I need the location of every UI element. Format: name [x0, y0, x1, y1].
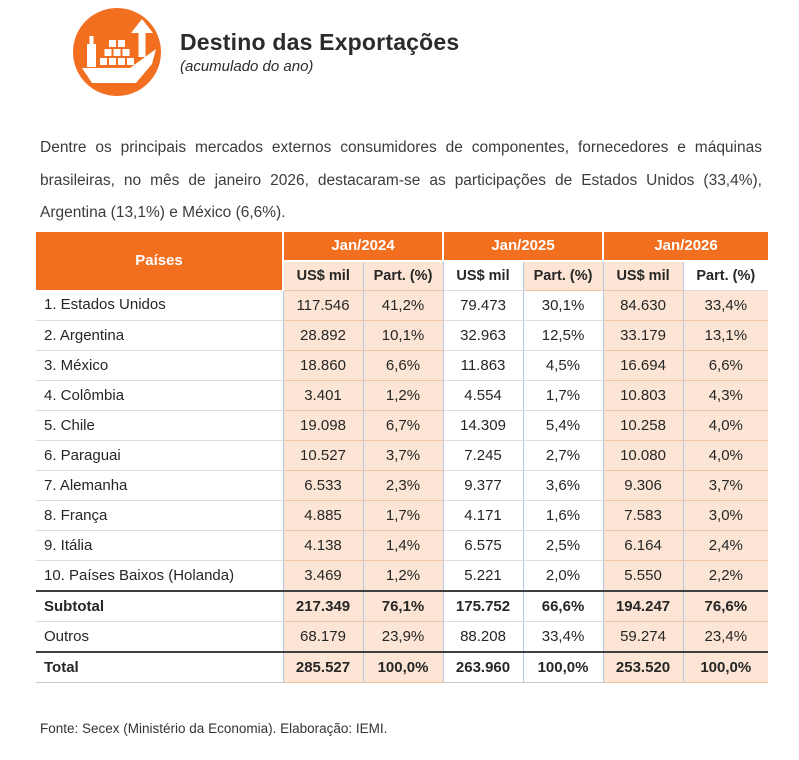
exports-destination-table — [36, 232, 768, 683]
value-cell: 117.546 — [283, 290, 363, 320]
value-cell: 3.469 — [283, 560, 363, 591]
value-cell: 2,2% — [683, 560, 768, 591]
value-cell: 2,0% — [523, 560, 603, 591]
table-row — [36, 500, 768, 530]
value-cell: 76,1% — [363, 591, 443, 622]
value-cell: 18.860 — [283, 350, 363, 380]
col-header-jan2026: Jan/2026 — [603, 232, 768, 261]
value-cell: 66,6% — [523, 591, 603, 622]
table-row — [36, 652, 768, 683]
value-cell: 33,4% — [683, 290, 768, 320]
intro-paragraph: Dentre os principais mercados externos consumidores de componentes, fornecedores e máquinas brasileiras, no mês de janeiro 2026, destacaram-se as participações de Estados Unidos (33,4%), Argentina (13,1%) e México (6,6%). — [40, 139, 762, 221]
value-cell: 4.885 — [283, 500, 363, 530]
country-cell: 4. Colômbia — [36, 380, 283, 410]
value-cell: 4.138 — [283, 530, 363, 560]
value-cell: 4.554 — [443, 380, 523, 410]
value-cell: 59.274 — [603, 621, 683, 652]
table-row — [36, 290, 768, 320]
value-cell: 88.208 — [443, 621, 523, 652]
value-cell: 13,1% — [683, 320, 768, 350]
value-cell: 1,7% — [523, 380, 603, 410]
value-cell: 5,4% — [523, 410, 603, 440]
value-cell: 4,5% — [523, 350, 603, 380]
table-row — [36, 591, 768, 622]
table-row — [36, 380, 768, 410]
col-header-jan2024: Jan/2024 — [283, 232, 443, 261]
value-cell: 3.401 — [283, 380, 363, 410]
sub-header-part-pct: Part. (%) — [523, 261, 603, 291]
value-cell: 100,0% — [363, 652, 443, 683]
value-cell: 7.583 — [603, 500, 683, 530]
value-cell: 1,4% — [363, 530, 443, 560]
table-row — [36, 470, 768, 500]
value-cell: 16.694 — [603, 350, 683, 380]
table-row — [36, 350, 768, 380]
value-cell: 2,3% — [363, 470, 443, 500]
col-header-paises: Países — [36, 232, 283, 291]
value-cell: 19.098 — [283, 410, 363, 440]
value-cell: 30,1% — [523, 290, 603, 320]
page-subtitle: (acumulado do ano) — [180, 58, 314, 75]
value-cell: 253.520 — [603, 652, 683, 683]
value-cell: 285.527 — [283, 652, 363, 683]
value-cell: 2,5% — [523, 530, 603, 560]
period-header-row — [36, 232, 768, 261]
table-row — [36, 530, 768, 560]
value-cell: 11.863 — [443, 350, 523, 380]
table-row — [36, 440, 768, 470]
value-cell: 6.575 — [443, 530, 523, 560]
value-cell: 10,1% — [363, 320, 443, 350]
value-cell: 10.258 — [603, 410, 683, 440]
value-cell: 28.892 — [283, 320, 363, 350]
title-block — [180, 29, 459, 75]
value-cell: 68.179 — [283, 621, 363, 652]
value-cell: 9.377 — [443, 470, 523, 500]
value-cell: 84.630 — [603, 290, 683, 320]
sub-header-part-pct: Part. (%) — [363, 261, 443, 291]
value-cell: 9.306 — [603, 470, 683, 500]
value-cell: 217.349 — [283, 591, 363, 622]
country-cell: Outros — [36, 621, 283, 652]
col-header-jan2025: Jan/2025 — [443, 232, 603, 261]
table-row — [36, 560, 768, 591]
page-title: Destino das Exportações — [180, 29, 460, 55]
value-cell: 4,0% — [683, 440, 768, 470]
source-note: Fonte: Secex (Ministério da Economia). Elaboração: IEMI. — [40, 720, 388, 736]
value-cell: 10.080 — [603, 440, 683, 470]
value-cell: 3,7% — [683, 470, 768, 500]
value-cell: 23,9% — [363, 621, 443, 652]
value-cell: 6.164 — [603, 530, 683, 560]
cargo-ship-up-arrow-icon — [73, 8, 161, 96]
value-cell: 263.960 — [443, 652, 523, 683]
value-cell: 14.309 — [443, 410, 523, 440]
value-cell: 10.803 — [603, 380, 683, 410]
value-cell: 3,0% — [683, 500, 768, 530]
sub-header-usd-mil: US$ mil — [283, 261, 363, 291]
sub-header-usd-mil: US$ mil — [603, 261, 683, 291]
value-cell: 79.473 — [443, 290, 523, 320]
value-cell: 100,0% — [683, 652, 768, 683]
value-cell: 3,6% — [523, 470, 603, 500]
table-row — [36, 621, 768, 652]
table-row — [36, 320, 768, 350]
country-cell: 2. Argentina — [36, 320, 283, 350]
country-cell: Total — [36, 652, 283, 683]
value-cell: 12,5% — [523, 320, 603, 350]
value-cell: 1,2% — [363, 560, 443, 591]
value-cell: 2,4% — [683, 530, 768, 560]
value-cell: 41,2% — [363, 290, 443, 320]
country-cell: 8. França — [36, 500, 283, 530]
value-cell: 6,6% — [363, 350, 443, 380]
value-cell: 6,6% — [683, 350, 768, 380]
value-cell: 4,3% — [683, 380, 768, 410]
country-cell: Subtotal — [36, 591, 283, 622]
report-header — [73, 8, 799, 96]
value-cell: 6,7% — [363, 410, 443, 440]
value-cell: 7.245 — [443, 440, 523, 470]
value-cell: 175.752 — [443, 591, 523, 622]
country-cell: 9. Itália — [36, 530, 283, 560]
value-cell: 2,7% — [523, 440, 603, 470]
value-cell: 5.550 — [603, 560, 683, 591]
country-cell: 3. México — [36, 350, 283, 380]
value-cell: 6.533 — [283, 470, 363, 500]
value-cell: 4.171 — [443, 500, 523, 530]
value-cell: 5.221 — [443, 560, 523, 591]
value-cell: 76,6% — [683, 591, 768, 622]
value-cell: 100,0% — [523, 652, 603, 683]
value-cell: 33.179 — [603, 320, 683, 350]
table-row — [36, 410, 768, 440]
country-cell: 5. Chile — [36, 410, 283, 440]
value-cell: 1,6% — [523, 500, 603, 530]
sub-header-part-pct: Part. (%) — [683, 261, 768, 291]
country-cell: 6. Paraguai — [36, 440, 283, 470]
value-cell: 1,7% — [363, 500, 443, 530]
value-cell: 4,0% — [683, 410, 768, 440]
value-cell: 1,2% — [363, 380, 443, 410]
country-cell: 10. Países Baixos (Holanda) — [36, 560, 283, 591]
value-cell: 10.527 — [283, 440, 363, 470]
value-cell: 194.247 — [603, 591, 683, 622]
value-cell: 3,7% — [363, 440, 443, 470]
report-page — [0, 8, 799, 736]
value-cell: 33,4% — [523, 621, 603, 652]
sub-header-usd-mil: US$ mil — [443, 261, 523, 291]
country-cell: 1. Estados Unidos — [36, 290, 283, 320]
value-cell: 23,4% — [683, 621, 768, 652]
country-cell: 7. Alemanha — [36, 470, 283, 500]
value-cell: 32.963 — [443, 320, 523, 350]
